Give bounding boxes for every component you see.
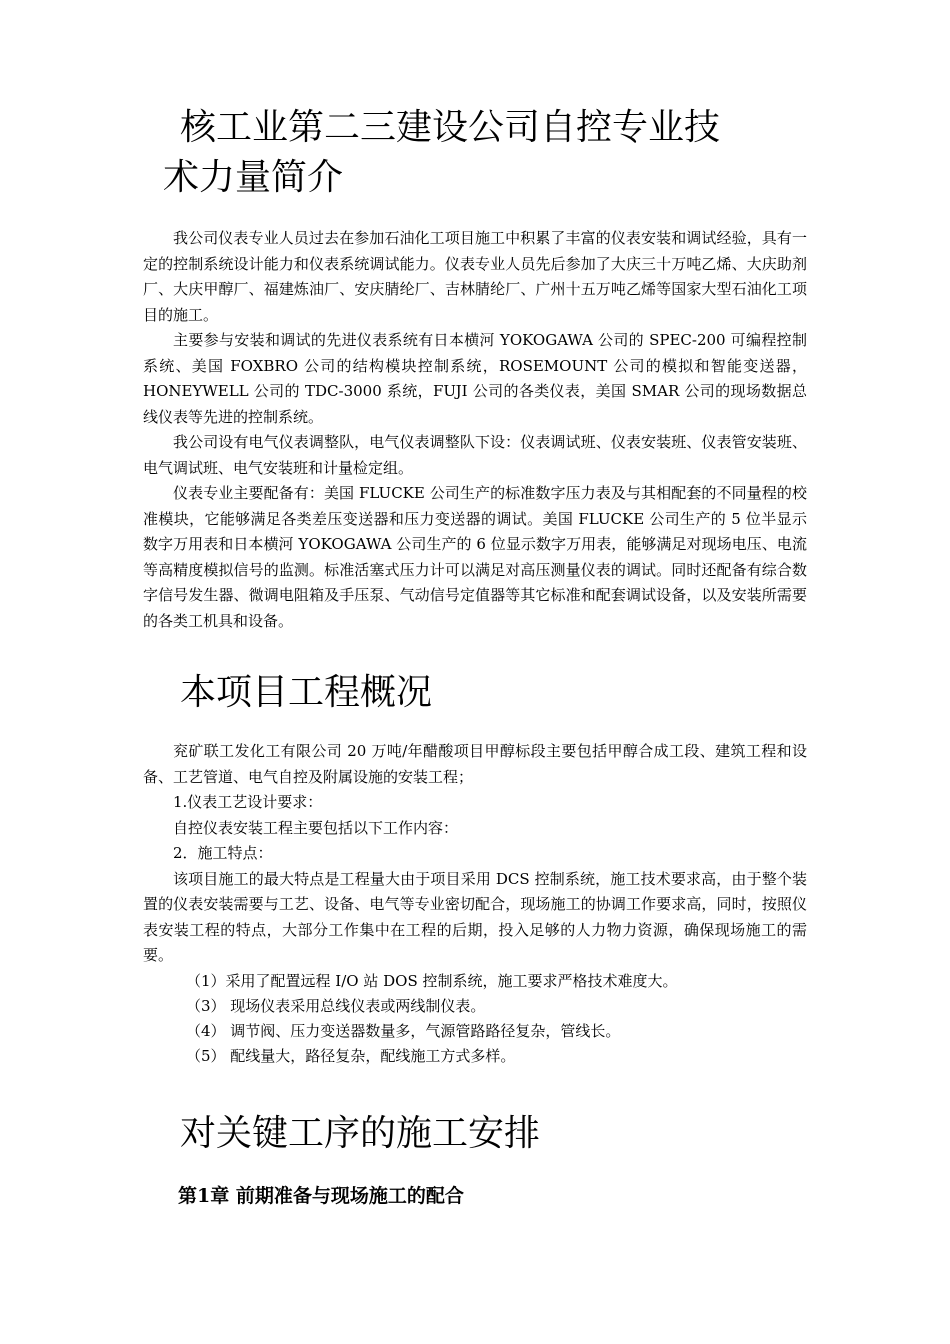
overview-paragraph-5: 该项目施工的最大特点是工程量大由于项目采用 DCS 控制系统，施工技术要求高，由于整个装置的仪表安装需要与工艺、设备、电气等专业密切配合，现场施工的协调工作要求高，同时，按照仪表安装工程的特点，大部分工作集中在工程的后期，投入足够的人力物力资源，确保现场施工的需要。 bbox=[143, 869, 807, 964]
overview-paragraph-4: 2．施工特点： bbox=[173, 844, 273, 862]
feature-list-item: （3） 现场仪表采用总线仪表或两线制仪表。 bbox=[186, 996, 486, 1015]
section-heading-key-process: 对关键工序的施工安排 bbox=[180, 1113, 541, 1154]
feature-list-item: （1）采用了配置远程 I/O 站 DOS 控制系统，施工要求严格技术难度大。 bbox=[186, 971, 678, 990]
overview-paragraph-1: 兖矿联工发化工有限公司 20 万吨/年醋酸项目甲醇标段主要包括甲醇合成工段、建筑工程和设备、工艺管道、电气自控及附属设施的安装工程； bbox=[143, 742, 807, 786]
feature-list-item: （5） 配线量大，路径复杂，配线施工方式多样。 bbox=[186, 1046, 516, 1065]
intro-paragraph-1: 我公司仪表专业人员过去在参加石油化工项目施工中积累了丰富的仪表安装和调试经验，具有一定的控制系统设计能力和仪表系统调试能力。仪表专业人员先后参加了大庆三十万吨乙烯、大庆助剂厂、大庆甲醇厂、福建炼油厂、安庆腈纶厂、吉林腈纶厂、广州十五万吨乙烯等国家大型石油化工项目的施工。 bbox=[143, 229, 807, 324]
intro-section bbox=[143, 226, 807, 634]
overview-paragraph-2: 1.仪表工艺设计要求： bbox=[173, 793, 323, 811]
document-title-line-1: 核工业第二三建设公司自控专业技 bbox=[180, 107, 721, 148]
intro-paragraph-4: 仪表专业主要配备有：美国 FLUCKE 公司生产的标准数字压力表及与其相配套的不同量程的校准模块，它能够满足各类差压变送器和压力变送器的调试。美国 FLUCKE 公司生产的 5 位半显示数字万用表和日本横河 YOKOGAWA 公司生产的 6 位显示数字万用表，能够满足对现场电压、电流等高精度模拟信号的监测。标准活塞式压力计可以满足对高压测量仪表的调试。同时还配备有综合数字信号发生器、微调电阻箱及手压泵、气动信号定值器等其它标准和配套调试设备，以及安装所需要的各类工机具和设备。 bbox=[143, 484, 807, 630]
section-heading-project-overview: 本项目工程概况 bbox=[180, 672, 433, 713]
feature-list-item: （4） 调节阀、压力变送器数量多，气源管路路径复杂，管线长。 bbox=[186, 1021, 621, 1040]
overview-paragraph-3: 自控仪表安装工程主要包括以下工作内容： bbox=[173, 818, 459, 837]
document-title-line-2: 术力量简介 bbox=[163, 157, 344, 198]
chapter-heading-1: 第1章 前期准备与现场施工的配合 bbox=[178, 1185, 464, 1207]
intro-paragraph-3: 我公司设有电气仪表调整队，电气仪表调整队下设：仪表调试班、仪表安装班、仪表管安装班、电气调试班、电气安装班和计量检定组。 bbox=[143, 433, 807, 477]
intro-paragraph-2: 主要参与安装和调试的先进仪表系统有日本横河 YOKOGAWA 公司的 SPEC-200 可编程控制系统、美国 FOXBRO 公司的结构模块控制系统，ROSEMOUNT 公司的模拟和智能变送器，HONEYWELL 公司的 TDC-3000 系统，FUJI 公司的各类仪表，美国 SMAR 公司的现场数据总线仪表等先进的控制系统。 bbox=[143, 331, 807, 426]
project-overview-section bbox=[143, 739, 807, 1069]
